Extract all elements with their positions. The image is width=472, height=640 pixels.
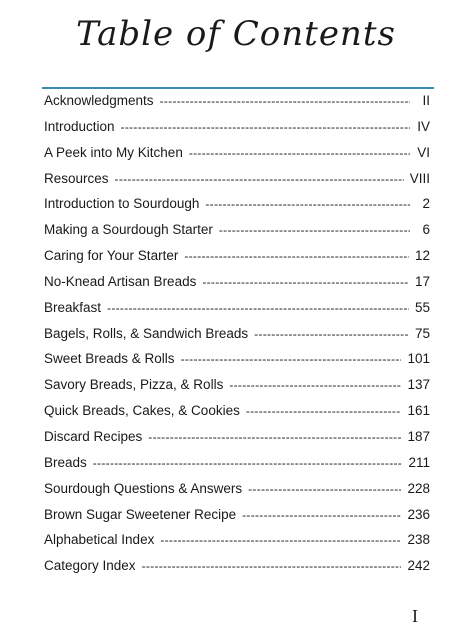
toc-entry-label: Brown Sugar Sweetener Recipe bbox=[44, 506, 237, 522]
table-of-contents bbox=[44, 88, 430, 579]
toc-entry-label: Acknowledgments bbox=[44, 93, 154, 108]
dot-leader bbox=[160, 89, 410, 115]
toc-entry[interactable] bbox=[44, 114, 430, 140]
toc-entry[interactable] bbox=[44, 527, 430, 553]
toc-entry-page: 228 bbox=[407, 480, 430, 496]
toc-entry[interactable] bbox=[44, 553, 430, 579]
toc-entry[interactable] bbox=[44, 217, 430, 243]
toc-entry-label: Category Index bbox=[44, 558, 136, 574]
dot-leader bbox=[219, 218, 410, 244]
toc-entry[interactable] bbox=[44, 424, 430, 450]
toc-entry[interactable] bbox=[44, 476, 430, 502]
toc-entry-page: 17 bbox=[414, 273, 430, 289]
toc-entry[interactable] bbox=[44, 269, 430, 295]
toc-entry-page: 6 bbox=[422, 222, 430, 238]
toc-entry-page: 101 bbox=[407, 351, 430, 367]
toc-entry[interactable] bbox=[44, 140, 430, 166]
dot-leader bbox=[205, 192, 410, 218]
toc-entry-page: 55 bbox=[414, 299, 430, 315]
toc-entry[interactable] bbox=[44, 321, 430, 347]
toc-entry-page: II bbox=[422, 93, 430, 108]
dot-leader bbox=[246, 399, 402, 425]
page-title: Table of Contents bbox=[76, 14, 396, 54]
toc-entry-page: 238 bbox=[407, 532, 430, 548]
toc-entry[interactable] bbox=[44, 502, 430, 528]
toc-entry[interactable] bbox=[44, 191, 430, 217]
toc-entry[interactable] bbox=[44, 398, 430, 424]
toc-entry[interactable] bbox=[44, 166, 430, 192]
toc-entry[interactable] bbox=[44, 346, 430, 372]
dot-leader bbox=[184, 244, 409, 270]
dot-leader bbox=[93, 451, 403, 477]
toc-entry-page: 2 bbox=[422, 196, 430, 212]
toc-entry-label: Discard Recipes bbox=[44, 428, 143, 444]
dot-leader bbox=[229, 373, 401, 399]
toc-entry-page: VIII bbox=[409, 170, 430, 186]
toc-entry[interactable] bbox=[44, 295, 430, 321]
dot-leader bbox=[142, 554, 402, 580]
toc-entry-page: 75 bbox=[414, 325, 430, 341]
toc-entry-label: No-Knead Artisan Breads bbox=[44, 273, 197, 289]
toc-entry-label: Caring for Your Starter bbox=[44, 248, 179, 264]
toc-entry-label: Sourdough Questions & Answers bbox=[44, 480, 243, 496]
toc-entry-page: IV bbox=[417, 118, 430, 134]
toc-entry-page: 12 bbox=[414, 248, 430, 264]
toc-entry-label: Breakfast bbox=[44, 299, 102, 315]
toc-entry[interactable] bbox=[44, 450, 430, 476]
toc-entry-label: Making a Sourdough Starter bbox=[44, 222, 213, 238]
toc-entry-label: Quick Breads, Cakes, & Cookies bbox=[44, 403, 240, 419]
page-number: I bbox=[412, 606, 418, 626]
toc-entry-label: Savory Breads, Pizza, & Rolls bbox=[44, 377, 224, 393]
toc-entry-page: 211 bbox=[408, 454, 430, 470]
toc-entry-page: 236 bbox=[407, 506, 430, 522]
toc-entry-label: Alphabetical Index bbox=[44, 532, 155, 548]
toc-entry-label: Sweet Breads & Rolls bbox=[44, 351, 175, 367]
toc-entry-label: A Peek into My Kitchen bbox=[44, 144, 183, 160]
dot-leader bbox=[181, 347, 402, 373]
toc-entry-page: 187 bbox=[407, 428, 430, 444]
dot-leader bbox=[148, 425, 401, 451]
dot-leader bbox=[160, 528, 401, 554]
dot-leader bbox=[115, 167, 404, 193]
toc-entry-page: 137 bbox=[407, 377, 430, 393]
toc-entry-page: VI bbox=[417, 144, 430, 160]
toc-entry-label: Resources bbox=[44, 170, 109, 186]
dot-leader bbox=[107, 296, 409, 322]
toc-entry-label: Breads bbox=[44, 454, 87, 470]
dot-leader bbox=[242, 503, 401, 529]
dot-leader bbox=[248, 477, 401, 503]
toc-entry[interactable] bbox=[44, 88, 430, 114]
dot-leader bbox=[121, 115, 410, 141]
dot-leader bbox=[254, 322, 409, 348]
toc-entry-label: Bagels, Rolls, & Sandwich Breads bbox=[44, 325, 249, 341]
toc-entry-label: Introduction bbox=[44, 118, 115, 134]
dot-leader bbox=[189, 141, 410, 167]
toc-entry[interactable] bbox=[44, 243, 430, 269]
toc-entry[interactable] bbox=[44, 372, 430, 398]
dot-leader bbox=[202, 270, 409, 296]
toc-entry-page: 242 bbox=[407, 558, 430, 574]
toc-entry-label: Introduction to Sourdough bbox=[44, 196, 200, 212]
toc-entry-page: 161 bbox=[407, 403, 430, 419]
